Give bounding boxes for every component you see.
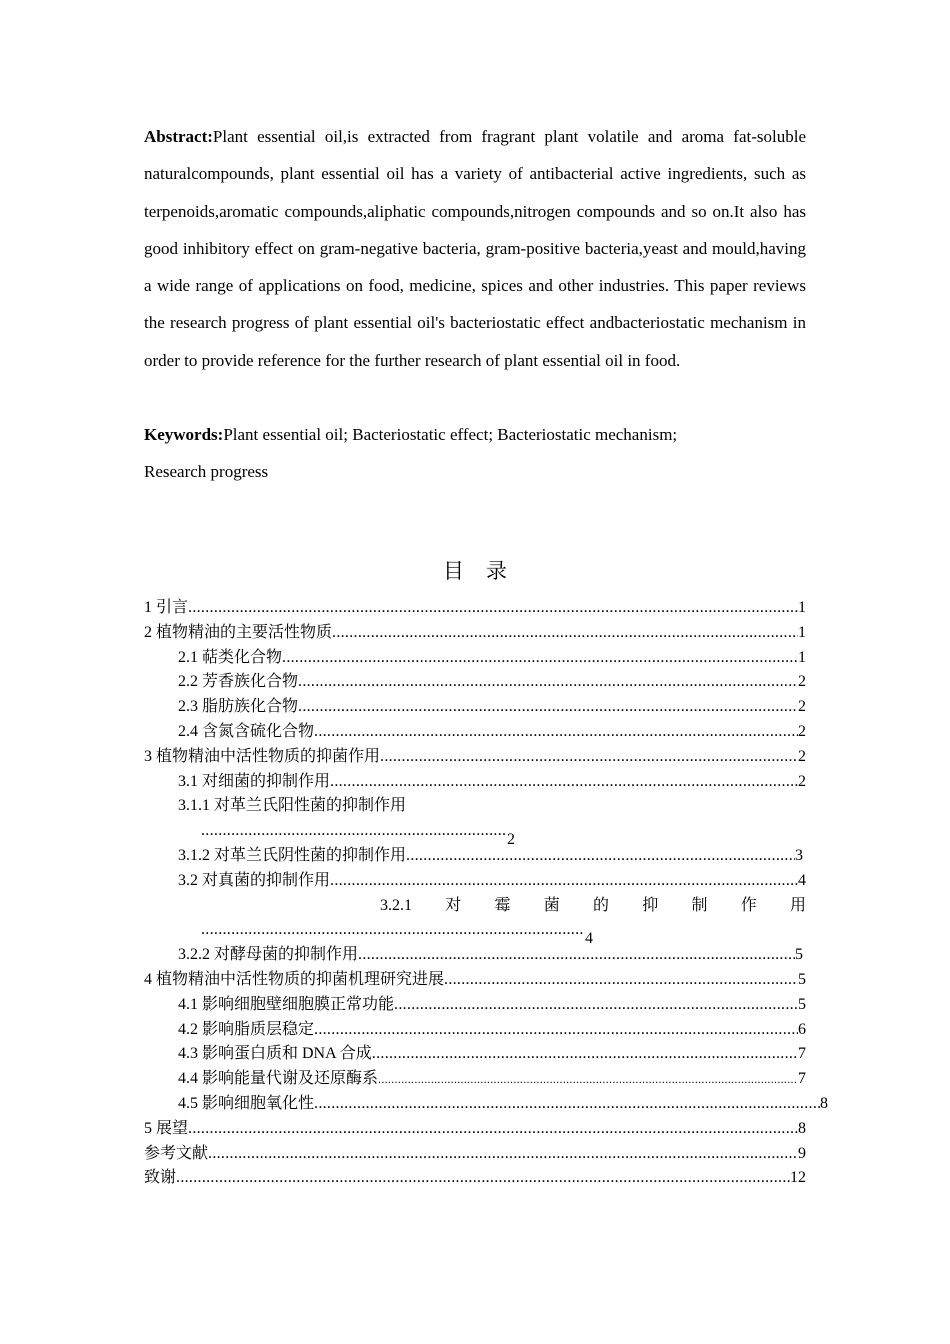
- toc-leader: [208, 1142, 798, 1167]
- toc-leader: [332, 621, 798, 646]
- toc-entry-label: 2.2 芳香族化合物: [178, 673, 299, 691]
- toc-entry-page: 7: [798, 1070, 806, 1088]
- toc-entry-label: 4.3 影响蛋白质和 DNA 合成: [178, 1045, 372, 1063]
- toc-leader: [394, 993, 798, 1018]
- toc-entry[interactable]: [144, 794, 806, 848]
- toc-entry-label: 3.1 对细菌的抑制作用: [178, 772, 331, 790]
- toc-entry-label: 3.2.2 对酵母菌的抑制作用: [178, 946, 359, 964]
- toc-entry-page: 4: [585, 930, 593, 948]
- keywords-paragraph: [144, 416, 806, 490]
- toc-entry[interactable]: [144, 770, 806, 795]
- keywords-line2: Research progress: [144, 462, 269, 481]
- abstract-text: Plant essential oil,is extracted from fragrant plant volatile and aroma fat-soluble naturalcompounds, plant essential oil has a variety of antibacterial active ingredients, such as terpenoids,aromatic compounds,aliphatic compounds,nitrogen compounds and so on.It also has good inhibitory effect on gram-negative bacteria, gram-positive bacteria,yeast and mould,having a wide range of applications on food, medicine, spices and other industries. This paper reviews the research progress of plant essential oil's bacteriostatic effect andbacteriostatic mechanism in order to provide reference for the further research of plant essential oil in food.: [144, 127, 806, 370]
- toc-entry-label: 3 植物精油中活性物质的抑菌作用: [144, 747, 381, 765]
- toc-entry-label: 2.1 萜类化合物: [178, 648, 283, 666]
- toc-entry-page: 8: [798, 1119, 806, 1137]
- toc-entry-label: 5 展望: [144, 1119, 189, 1137]
- toc-leader: [298, 695, 798, 720]
- toc-leader: [201, 819, 507, 844]
- toc-entry-label: 4.4 影响能量代谢及还原酶系: [178, 1070, 379, 1088]
- toc-entry[interactable]: [144, 596, 806, 621]
- toc-entry-label: 致谢: [144, 1169, 177, 1187]
- toc-entry[interactable]: [144, 1142, 806, 1167]
- toc-leader: [282, 646, 798, 671]
- toc-leader: [358, 943, 795, 968]
- toc-entry-label: 2.3 脂肪族化合物: [178, 698, 299, 716]
- toc-entry-word: 抑: [642, 896, 659, 914]
- toc-entry-page: 2: [798, 772, 806, 790]
- toc-entry[interactable]: [144, 894, 806, 948]
- toc-entry[interactable]: [144, 993, 806, 1018]
- toc-entry-page: 1: [798, 648, 806, 666]
- toc-entry[interactable]: [144, 1018, 806, 1043]
- toc-entry-page: 2: [798, 673, 806, 691]
- toc-entry-label: 1 引言: [144, 599, 189, 616]
- toc-entry[interactable]: [144, 621, 806, 646]
- toc-leader: [372, 1042, 798, 1067]
- toc-entry[interactable]: [144, 968, 806, 993]
- toc-entry-page: 4: [798, 871, 806, 889]
- toc-entry-page: 8: [820, 1094, 828, 1112]
- toc-entry-page: 12: [790, 1169, 806, 1187]
- toc-entry-page: 3: [795, 846, 803, 864]
- toc-entry[interactable]: [144, 1092, 828, 1117]
- toc-entry-page: 7: [798, 1045, 806, 1063]
- toc-entry-label: 4.1 影响细胞壁细胞膜正常功能: [178, 995, 395, 1013]
- toc-leader: [378, 1067, 798, 1092]
- toc-entry-label: 3.1.1 对革兰氏阳性菌的抑制作用: [178, 797, 407, 815]
- table-of-contents: [144, 596, 828, 1191]
- toc-leader: [314, 1018, 798, 1043]
- toc-entry-page: 5: [798, 995, 806, 1013]
- toc-entry-label: 4.5 影响细胞氧化性: [178, 1094, 315, 1112]
- toc-leader: [330, 869, 798, 894]
- toc-leader: [298, 670, 798, 695]
- toc-entry[interactable]: [144, 646, 806, 671]
- toc-entry-page: 2: [507, 830, 515, 848]
- toc-entry[interactable]: [144, 1042, 806, 1067]
- toc-entry[interactable]: [144, 745, 806, 770]
- toc-entry-word: 菌: [543, 896, 560, 914]
- toc-entry-word: 制: [691, 896, 708, 914]
- toc-entry[interactable]: [144, 720, 806, 745]
- toc-entry-page: 2: [798, 722, 806, 740]
- toc-entry-label: 3.2.1: [380, 896, 412, 914]
- toc-entry-label: 2.4 含氮含硫化合物: [178, 722, 315, 740]
- keywords-label: Keywords:: [144, 425, 224, 444]
- toc-entry-word: 作: [740, 896, 757, 914]
- toc-entry-label: 参考文献: [144, 1144, 209, 1162]
- toc-entry[interactable]: [144, 844, 803, 869]
- toc-entry-page: 9: [798, 1144, 806, 1162]
- toc-entry-label: 2 植物精油的主要活性物质: [144, 623, 333, 641]
- toc-entry-label: 4.2 影响脂质层稳定: [178, 1020, 315, 1038]
- toc-leader: [188, 1117, 798, 1142]
- toc-entry[interactable]: [144, 943, 803, 968]
- toc-entry[interactable]: [144, 695, 806, 720]
- toc-leader: [330, 770, 798, 795]
- toc-entry-word: 用: [789, 896, 806, 914]
- toc-entry-page: 1: [798, 599, 806, 616]
- toc-entry-page: 2: [798, 747, 806, 765]
- toc-entry-page: 6: [798, 1020, 806, 1038]
- toc-entry-word: 的: [592, 896, 609, 914]
- toc-entry[interactable]: [144, 869, 806, 894]
- toc-entry[interactable]: [144, 1067, 806, 1092]
- toc-leader: [444, 968, 798, 993]
- toc-entry[interactable]: [144, 1117, 806, 1142]
- toc-entry-label: 3.2 对真菌的抑制作用: [178, 871, 331, 889]
- toc-leader: [314, 1092, 820, 1117]
- toc-entry[interactable]: [144, 670, 806, 695]
- toc-entry-page: 1: [798, 623, 806, 641]
- toc-entry-page: 5: [795, 946, 803, 964]
- toc-entry-word: 对: [445, 896, 462, 914]
- toc-leader: [406, 844, 795, 869]
- toc-entry-page: 2: [798, 698, 806, 716]
- toc-leader: [314, 720, 798, 745]
- toc-entry-word: 霉: [494, 896, 511, 914]
- toc-leader: [380, 745, 798, 770]
- toc-leader: [188, 596, 798, 621]
- toc-entry-label: 4 植物精油中活性物质的抑菌机理研究进展: [144, 970, 445, 988]
- toc-entry-label: 3.1.2 对革兰氏阴性菌的抑制作用: [178, 846, 407, 864]
- toc-leader: [176, 1166, 790, 1191]
- toc-entry[interactable]: [144, 1166, 806, 1191]
- toc-entry-page: 5: [798, 970, 806, 988]
- toc-title: 目录: [443, 559, 529, 583]
- toc-leader: [201, 918, 585, 943]
- abstract-paragraph: [144, 118, 806, 379]
- keywords-line1: Plant essential oil; Bacteriostatic effect; Bacteriostatic mechanism;: [223, 425, 678, 444]
- abstract-label: Abstract:: [144, 127, 213, 146]
